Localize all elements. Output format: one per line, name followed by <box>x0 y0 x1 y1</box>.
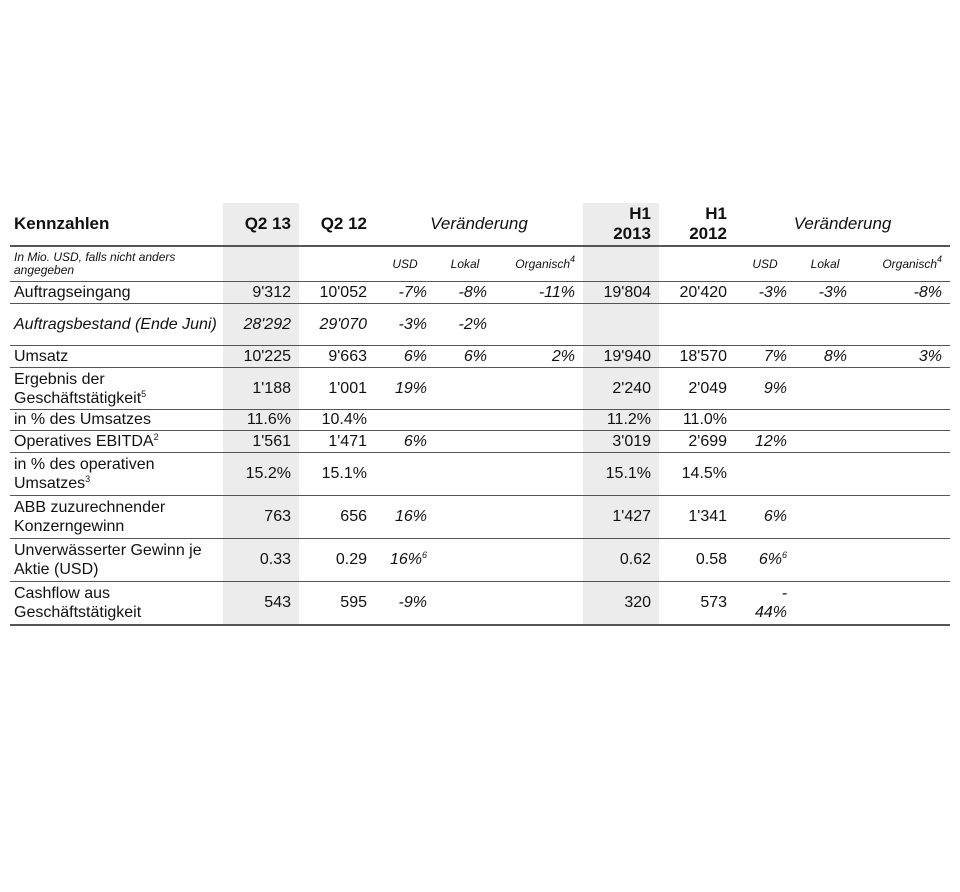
sub-lokal2: Lokal <box>795 246 855 282</box>
row-label: Umsatz <box>10 346 223 368</box>
cell-usd-footnote: 6 <box>421 550 427 560</box>
row-footnote: 2 <box>153 431 159 442</box>
cell-organisch2 <box>855 304 950 346</box>
cell-q2-12: 656 <box>299 496 375 539</box>
h1-2013-line2: 2013 <box>613 224 652 243</box>
table-row <box>10 410 950 431</box>
cell-usd2: 6% <box>735 496 795 539</box>
table-row <box>10 282 950 304</box>
sub-usd2: USD <box>735 246 795 282</box>
cell-q2-12: 15.1% <box>299 453 375 496</box>
cell-organisch2 <box>855 496 950 539</box>
cell-h1-2012: 2'699 <box>659 431 735 453</box>
row-label: Auftragsbestand (Ende Juni) <box>10 304 223 346</box>
sub-organisch-footnote: 4 <box>570 254 576 264</box>
h1-2012-line1: H1 <box>705 204 728 223</box>
cell-usd2: 7% <box>735 346 795 368</box>
cell-h1-2012: 0.58 <box>659 539 735 582</box>
cell-q2-12: 0.29 <box>299 539 375 582</box>
row-label-text: in % des operativen Umsatzes <box>14 456 155 492</box>
cell-usd2-sign: - <box>781 584 788 602</box>
cell-h1-2013: 15.1% <box>583 453 659 496</box>
cell-h1-2012: 11.0% <box>659 410 735 431</box>
cell-lokal2 <box>795 410 855 431</box>
unit-note: In Mio. USD, falls nicht anders angegeben <box>10 246 223 282</box>
sub-q2-13 <box>223 246 299 282</box>
cell-organisch2 <box>855 539 950 582</box>
table-row <box>10 539 950 582</box>
row-label-text: Operatives EBITDA <box>14 432 154 450</box>
cell-q2-13: 15.2% <box>223 453 299 496</box>
cell-organisch2 <box>855 431 950 453</box>
cell-usd2-value: 6% <box>758 551 782 568</box>
cell-h1-2013 <box>583 304 659 346</box>
cell-h1-2013: 2'240 <box>583 368 659 410</box>
cell-q2-12: 1'471 <box>299 431 375 453</box>
cell-h1-2012: 573 <box>659 582 735 625</box>
cell-usd <box>375 539 435 582</box>
cell-lokal <box>435 496 495 539</box>
cell-q2-13: 763 <box>223 496 299 539</box>
cell-usd: 19% <box>375 368 435 410</box>
cell-lokal: -8% <box>435 282 495 304</box>
cell-usd <box>375 453 435 496</box>
cell-q2-12: 29'070 <box>299 304 375 346</box>
cell-organisch2 <box>855 582 950 625</box>
cell-h1-2012: 14.5% <box>659 453 735 496</box>
cell-usd2: 12% <box>735 431 795 453</box>
cell-lokal <box>435 410 495 431</box>
cell-q2-13: 28'292 <box>223 304 299 346</box>
sub-organisch-label: Organisch <box>515 257 570 271</box>
cell-usd2-value: 44% <box>754 603 788 621</box>
cell-lokal2 <box>795 582 855 625</box>
kennzahlen-table <box>10 203 950 626</box>
cell-lokal2: 8% <box>795 346 855 368</box>
cell-lokal2 <box>795 304 855 346</box>
row-footnote: 5 <box>141 388 147 399</box>
cell-organisch <box>495 539 583 582</box>
cell-organisch: 2% <box>495 346 583 368</box>
table-row <box>10 368 950 410</box>
cell-organisch2 <box>855 410 950 431</box>
cell-organisch <box>495 304 583 346</box>
cell-lokal2 <box>795 453 855 496</box>
cell-lokal: -2% <box>435 304 495 346</box>
sub-organisch2-label: Organisch <box>882 257 938 271</box>
cell-lokal <box>435 453 495 496</box>
sub-usd: USD <box>375 246 435 282</box>
cell-usd: 16% <box>375 496 435 539</box>
col-change-quarter: Veränderung <box>375 203 583 246</box>
cell-lokal <box>435 368 495 410</box>
cell-h1-2013: 320 <box>583 582 659 625</box>
row-label <box>10 453 223 496</box>
cell-lokal2 <box>795 368 855 410</box>
cell-q2-13: 1'188 <box>223 368 299 410</box>
row-label: Auftragseingang <box>10 282 223 304</box>
cell-h1-2013: 19'804 <box>583 282 659 304</box>
cell-organisch2: -8% <box>855 282 950 304</box>
sub-q2-12 <box>299 246 375 282</box>
row-label: ABB zuzurechnender Konzerngewinn <box>10 496 223 539</box>
table-row <box>10 304 950 346</box>
table-row <box>10 431 950 453</box>
row-label: in % des Umsatzes <box>10 410 223 431</box>
cell-usd2 <box>735 582 795 625</box>
cell-h1-2013: 3'019 <box>583 431 659 453</box>
cell-h1-2013: 1'427 <box>583 496 659 539</box>
cell-q2-12: 10.4% <box>299 410 375 431</box>
cell-usd: -7% <box>375 282 435 304</box>
row-label-text: Ergebnis der Geschäftstätigkeit <box>14 370 142 407</box>
table-row <box>10 496 950 539</box>
cell-h1-2013: 11.2% <box>583 410 659 431</box>
cell-usd2: -3% <box>735 282 795 304</box>
row-label: Cashflow aus Geschäftstätigkeit <box>10 582 223 625</box>
cell-lokal <box>435 539 495 582</box>
table-title: Kennzahlen <box>10 203 223 246</box>
cell-organisch2: 3% <box>855 346 950 368</box>
cell-organisch <box>495 453 583 496</box>
cell-organisch <box>495 496 583 539</box>
cell-usd2 <box>735 539 795 582</box>
cell-q2-12: 1'001 <box>299 368 375 410</box>
cell-q2-12: 595 <box>299 582 375 625</box>
table-row <box>10 582 950 625</box>
cell-h1-2012 <box>659 304 735 346</box>
cell-organisch2 <box>855 368 950 410</box>
sub-organisch2-footnote: 4 <box>937 254 943 264</box>
cell-usd-value: 16% <box>389 551 422 568</box>
cell-h1-2012: 1'341 <box>659 496 735 539</box>
cell-organisch <box>495 431 583 453</box>
cell-h1-2012: 20'420 <box>659 282 735 304</box>
cell-usd: -3% <box>375 304 435 346</box>
h1-2013-line1: H1 <box>629 204 652 223</box>
table-row <box>10 453 950 496</box>
cell-q2-13: 1'561 <box>223 431 299 453</box>
subheader-row <box>10 246 950 282</box>
row-footnote: 3 <box>85 474 91 484</box>
cell-q2-13: 11.6% <box>223 410 299 431</box>
row-label <box>10 431 223 453</box>
cell-usd2 <box>735 410 795 431</box>
col-h1-2012 <box>659 203 735 246</box>
cell-h1-2012: 2'049 <box>659 368 735 410</box>
cell-usd2 <box>735 304 795 346</box>
cell-usd2: 9% <box>735 368 795 410</box>
cell-lokal2 <box>795 431 855 453</box>
cell-organisch2 <box>855 453 950 496</box>
sub-organisch2 <box>855 246 950 282</box>
cell-organisch <box>495 582 583 625</box>
h1-2012-line2: 2012 <box>689 224 728 243</box>
sub-h1-2012 <box>659 246 735 282</box>
cell-h1-2012: 18'570 <box>659 346 735 368</box>
cell-q2-12: 10'052 <box>299 282 375 304</box>
cell-lokal <box>435 582 495 625</box>
cell-usd: 6% <box>375 431 435 453</box>
cell-lokal2 <box>795 496 855 539</box>
cell-usd: 6% <box>375 346 435 368</box>
key-figures-table <box>10 203 950 626</box>
cell-q2-13: 10'225 <box>223 346 299 368</box>
cell-q2-12: 9'663 <box>299 346 375 368</box>
cell-lokal2 <box>795 539 855 582</box>
col-h1-2013 <box>583 203 659 246</box>
header-row <box>10 203 950 246</box>
cell-lokal2: -3% <box>795 282 855 304</box>
col-change-halfyear: Veränderung <box>735 203 950 246</box>
table-row <box>10 346 950 368</box>
cell-organisch: -11% <box>495 282 583 304</box>
cell-q2-13: 543 <box>223 582 299 625</box>
cell-lokal: 6% <box>435 346 495 368</box>
sub-h1-2013 <box>583 246 659 282</box>
cell-q2-13: 0.33 <box>223 539 299 582</box>
cell-organisch <box>495 368 583 410</box>
cell-q2-13: 9'312 <box>223 282 299 304</box>
col-q2-12: Q2 12 <box>299 203 375 246</box>
cell-organisch <box>495 410 583 431</box>
cell-usd <box>375 410 435 431</box>
cell-usd2-footnote: 6 <box>782 550 788 560</box>
cell-h1-2013: 19'940 <box>583 346 659 368</box>
cell-usd: -9% <box>375 582 435 625</box>
cell-lokal <box>435 431 495 453</box>
cell-h1-2013: 0.62 <box>583 539 659 582</box>
cell-usd2 <box>735 453 795 496</box>
row-label <box>10 368 223 410</box>
row-label: Unverwässerter Gewinn je Aktie (USD) <box>10 539 223 582</box>
col-q2-13: Q2 13 <box>223 203 299 246</box>
sub-lokal: Lokal <box>435 246 495 282</box>
sub-organisch <box>495 246 583 282</box>
